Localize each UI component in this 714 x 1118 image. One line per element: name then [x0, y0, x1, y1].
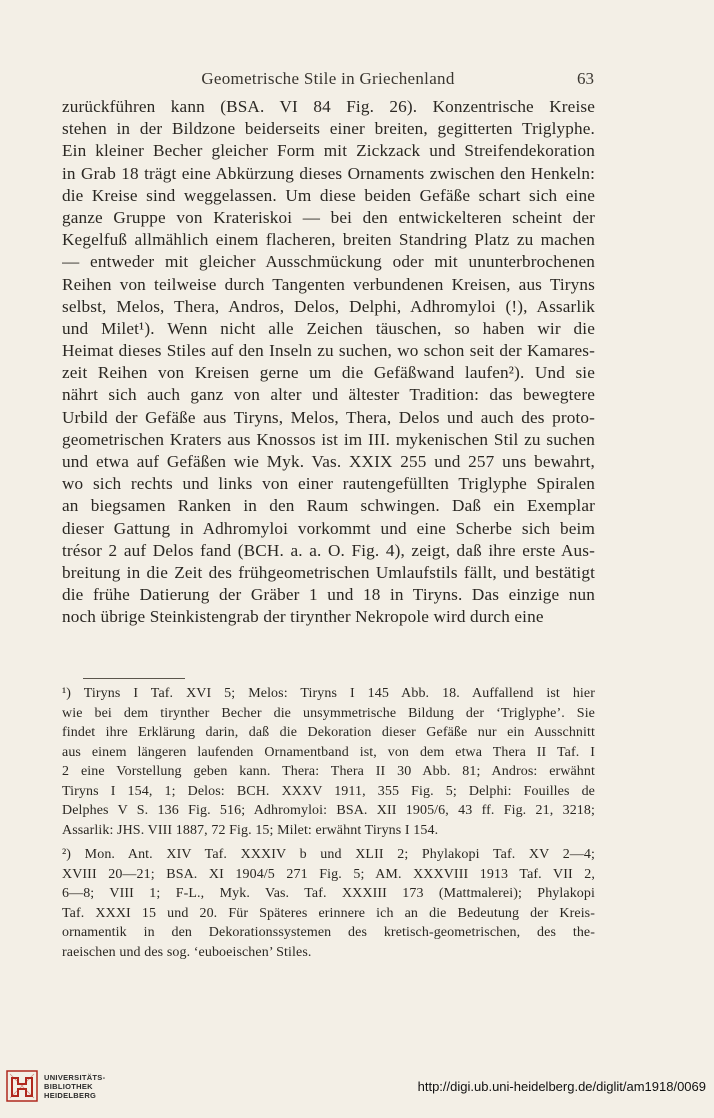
text-line: Kegelfuß allmählich einem flacheren, breiten Standring Platz zu machen: [62, 230, 595, 250]
text-line: ganze Gruppe von Krateriskoi — bei den entwickelteren scheint der: [62, 207, 595, 227]
footnote-1-line: Delphes V S. 136 Fig. 516; Adhromyloi: BSA. XII 1905/6, 43 ff. Fig. 21, 3218;: [62, 803, 595, 818]
library-line-3: HEIDELBERG: [44, 1091, 97, 1100]
text-line: die Kreise sind weggelassen. Um diese beiden Gefäße schart sich eine: [62, 185, 595, 205]
text-line: und etwa auf Gefäßen wie Myk. Vas. XXIX 255 und 257 uns bewahrt,: [62, 452, 595, 471]
library-name: [44, 1073, 105, 1100]
text-line: trésor 2 auf Delos fand (BCH. a. a. O. Fig. 4), zeigt, daß ihre erste Aus-: [62, 540, 595, 560]
page-number: 63: [577, 69, 594, 88]
text-line: Urbild der Gefäße aus Tiryns, Melos, Thera, Delos und auch des proto-: [62, 407, 595, 427]
footnote-2: [62, 845, 595, 962]
text-line: nährt sich auch ganz von alter und ältester Tradition: das bewegtere: [62, 385, 595, 405]
text-line: noch übrige Steinkistengrab der tirynther Nekropole wird durch eine: [62, 607, 544, 627]
text-line: selbst, Melos, Thera, Andros, Delos, Delphi, Adhromyloi (!), Assarlik: [62, 296, 595, 316]
heidelberg-library-logo-icon[interactable]: [6, 1070, 38, 1102]
text-line: wo sich rechts und links von einer rautengefüllten Triglyphe Spiralen: [62, 474, 595, 494]
text-line: und Milet¹). Wenn nicht alle Zeichen täuschen, so haben wir die: [62, 318, 595, 338]
footnote-1-line: aus einem längeren laufenden Ornamentband ist, von dem etwa Thera II Taf. I: [62, 744, 595, 760]
text-line: Heimat dieses Stiles auf den Inseln zu suchen, wo schon seit der Kamares-: [62, 341, 595, 361]
footnote-1-line: ¹) Tiryns I Taf. XVI 5; Melos: Tiryns I 145 Abb. 18. Auffallend ist hier: [62, 686, 595, 701]
running-title: Geometrische Stile in Griechenland: [201, 69, 455, 88]
footnote-1-line: Tiryns I 154, 1; Delos: BCH. XXXV 1911, 355 Fig. 5; Delphi: Fouilles de: [62, 783, 595, 799]
text-line: Reihen von teilweise durch Tangenten verbundenen Kreisen, aus Tiryns: [62, 274, 595, 294]
footnotes: [62, 684, 595, 962]
footnote-2-line: Taf. XXXI 15 und 20. Für Späteres erinnere ich an die Bedeutung der Kreis-: [62, 905, 595, 921]
library-line-1: UNIVERSITÄTS-: [44, 1073, 106, 1082]
footnote-2-line: ornamentik in den Dekorationssystemen des kretisch-geometrischen, des the-: [62, 925, 595, 940]
text-line: in Grab 18 trägt eine Abkürzung dieses Ornaments zwischen den Henkeln:: [62, 163, 595, 183]
library-line-2: BIBLIOTHEK: [44, 1082, 93, 1091]
page-header: [62, 69, 594, 93]
main-text: [62, 96, 595, 629]
text-line: dieser Gattung in Adhromyloi vorkommt und eine Scherbe sich beim: [62, 518, 595, 538]
text-line: Ein kleiner Becher gleicher Form mit Zickzack und Streifendekoration: [62, 141, 595, 161]
source-url[interactable]: http://digi.ub.uni-heidelberg.de/diglit/am1918/0069: [417, 1079, 706, 1094]
text-line: zurückführen kann (BSA. VI 84 Fig. 26). Konzentrische Kreise: [62, 97, 595, 116]
footnote-2-line: ²) Mon. Ant. XIV Taf. XXXIV b und XLII 2; Phylakopi Taf. XV 2—4;: [62, 847, 595, 862]
text-line: geometrischen Kraters aus Knossos ist im III. mykenischen Stil zu suchen: [62, 429, 595, 449]
text-line: breitung in die Zeit des frühgeometrischen Umlaufstils fällt, und bestätigt: [62, 562, 595, 582]
footnote-1-line: wie bei dem tirynther Becher die unsymmetrische Bildung der ‘Triglyphe’. Sie: [62, 705, 595, 721]
text-line: die frühe Datierung der Gräber 1 und 18 in Tiryns. Das einzige nun: [62, 585, 595, 605]
text-line: stehen in der Bildzone beiderseits einer breiten, gegitterten Triglyphe.: [62, 119, 595, 139]
footnote-rule: [83, 678, 185, 679]
footnote-2-line: 6—8; VIII 1; F-L., Myk. Vas. Taf. XXXIII 173 (Mattmalerei); Phylakopi: [62, 886, 595, 901]
text-line: an biegsamen Ranken in den Raum schwingen. Daß ein Exemplar: [62, 496, 595, 516]
footnote-1-line: findet ihre Erklärung darin, daß die Dekoration dieser Gefäße nur ein Ausschnitt: [62, 725, 595, 740]
text-line: zeit Reihen von Kreisen gerne um die Gefäßwand laufen²). Und sie: [62, 363, 595, 383]
text-line: — entweder mit gleicher Ausschmückung oder mit ununterbrochenen: [62, 252, 595, 272]
footnote-1: [62, 684, 595, 840]
footnote-1-line: 2 eine Vorstellung geben kann. Thera: Thera II 30 Abb. 81; Andros: erwähnt: [62, 764, 595, 779]
footnote-2-line: raeischen und des sog. ‘euboeischen’ Stiles.: [62, 944, 312, 960]
footnote-1-line: Assarlik: JHS. VIII 1887, 72 Fig. 15; Milet: erwähnt Tiryns I 154.: [62, 822, 439, 838]
footnote-2-line: XVIII 20—21; BSA. XI 1904/5 271 Fig. 5; AM. XXXVIII 1913 Taf. VII 2,: [62, 866, 595, 882]
